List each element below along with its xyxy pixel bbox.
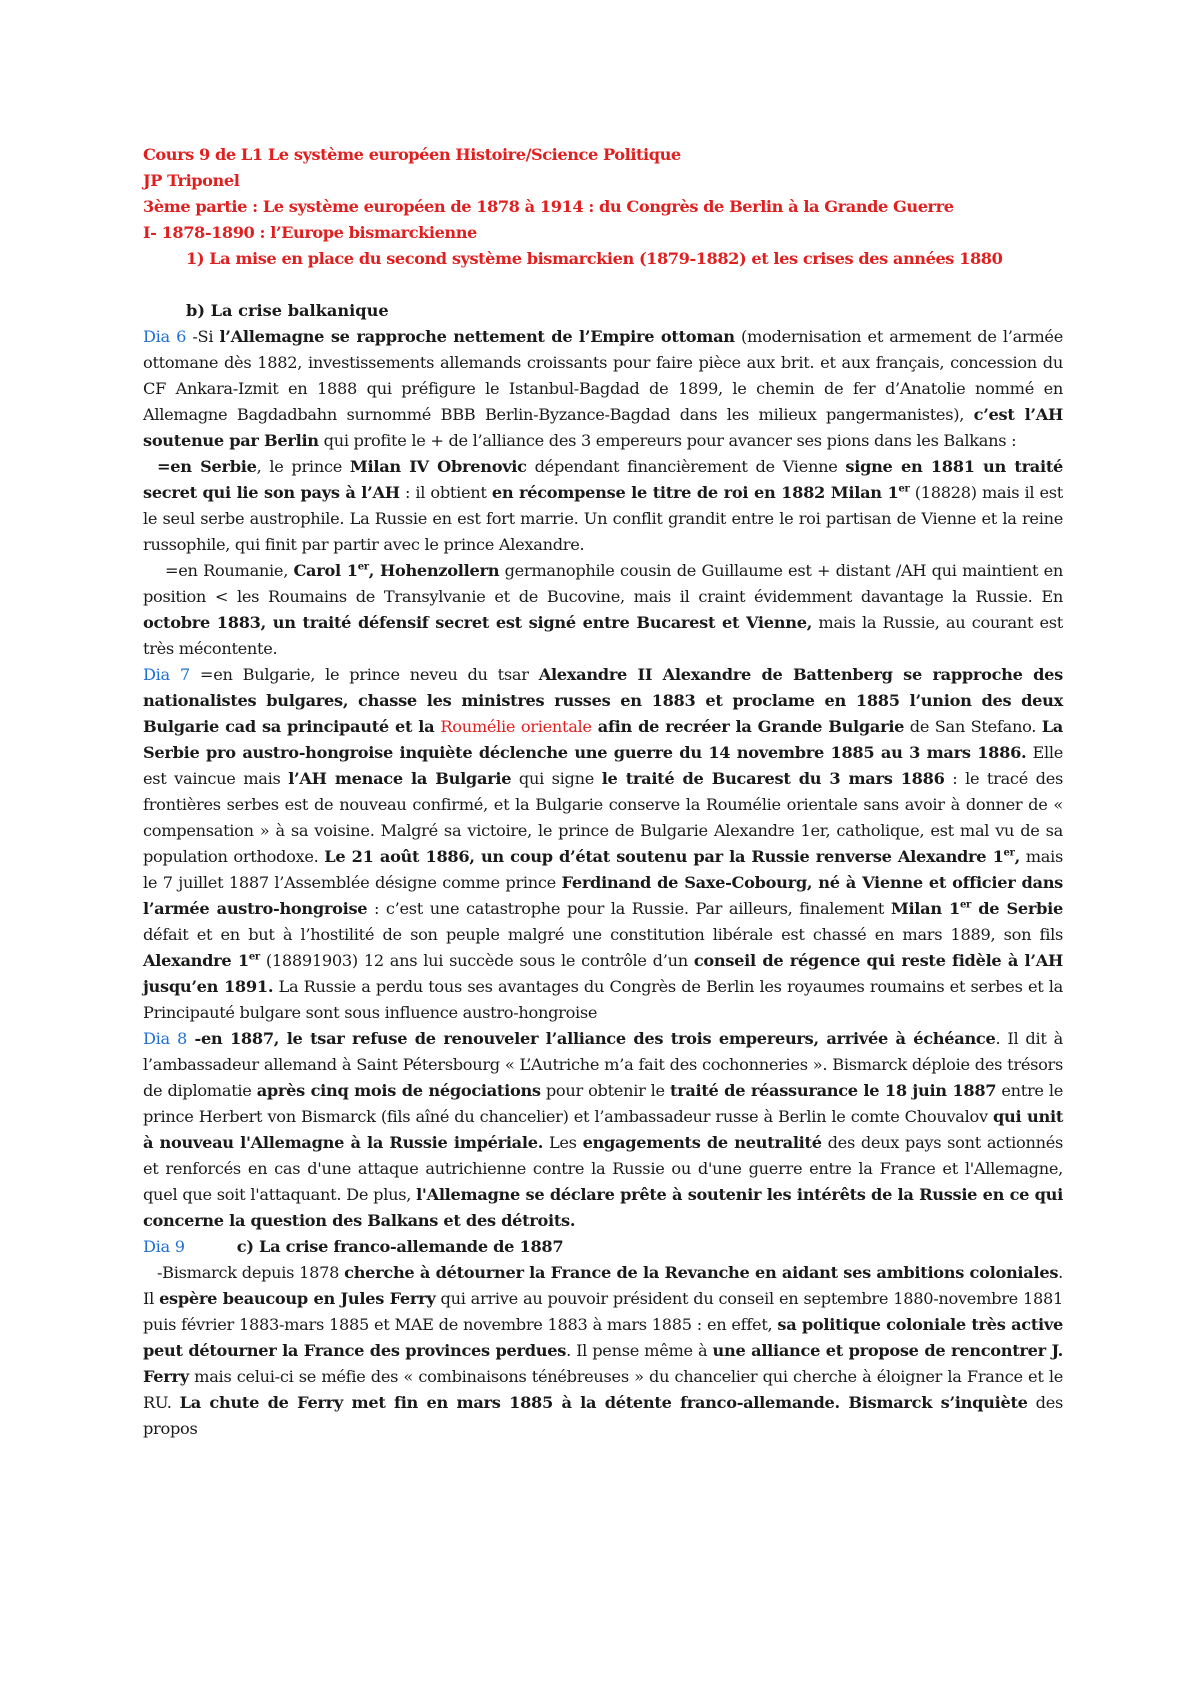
subsection-title: 1) La mise en place du second système bismarckien (1879-1882) et les crises des années 1880 bbox=[186, 249, 1003, 268]
dia9-label: Dia 9 bbox=[143, 1237, 185, 1256]
dia9-heading-line bbox=[143, 1234, 1063, 1260]
dia8-label: Dia 8 bbox=[143, 1029, 187, 1048]
course-title: Cours 9 de L1 Le système européen Histoire/Science Politique bbox=[143, 145, 681, 164]
document-page bbox=[143, 142, 1063, 1442]
dia6-paragraph: Dia 6 -Si l’Allemagne se rapproche nettement de l’Empire ottoman (modernisation et armement de l’armée ottomane dès 1882, investissements allemands croissants pour faire pièce aux brit. et aux français, concession du CF Ankara-Izmit en 1888 qui préfigure le Istanbul-Bagdad de 1899, le chemin de fer d’Anatolie nommé en Allemagne Bagdadbahn surnommé BBB Berlin-Byzance-Bagdad dans les milieux pangermanistes), c’est l’AH soutenue par Berlin qui profite le + de l’alliance des 3 empereurs pour avancer ses pions dans les Balkans : bbox=[143, 327, 1064, 450]
roumelie-highlight: Roumélie orientale bbox=[440, 717, 592, 736]
serbia-paragraph: =en Serbie, le prince Milan IV Obrenovic dépendant financièrement de Vienne signe en 1881 un traité secret qui lie son pays à l’AH : il obtient en récompense le titre de roi en 1882 Milan 1er (18828) mais il est le seul serbe austrophile. La Russie en est fort marrie. Un conflit grandit entre le roi partisan de Vienne et la reine russophile, qui finit par partir avec le prince Alexandre. bbox=[143, 457, 1064, 554]
author-name: JP Triponel bbox=[143, 171, 240, 190]
section-c-title: c) La crise franco-allemande de 1887 bbox=[236, 1237, 564, 1256]
section-b-title: b) La crise balkanique bbox=[186, 301, 389, 320]
part-title: 3ème partie : Le système européen de 1878 à 1914 : du Congrès de Berlin à la Grande Guerre bbox=[143, 197, 954, 216]
dia6-label: Dia 6 bbox=[143, 327, 187, 346]
dia8-paragraph: Dia 8 -en 1887, le tsar refuse de renouveler l’alliance des trois empereurs, arrivée à échéance. Il dit à l’ambassadeur allemand à Saint Pétersbourg « L’Autriche m’a fait des cochonneries ». Bismarck déploie des trésors de diplomatie après cinq mois de négociations pour obtenir le traité de réassurance le 18 juin 1887 entre le prince Herbert von Bismarck (fils aîné du chancelier) et l’ambassadeur russe à Berlin le comte Chouvalov qui unit à nouveau l'Allemagne à la Russie impériale. Les engagements de neutralité des deux pays sont actionnés et renforcés en cas d'une attaque autrichienne contre la Russie ou d'une guerre entre la France et l'Allemagne, quel que soit l'attaquant. De plus, l'Allemagne se déclare prête à soutenir les intérêts de la Russie en ce qui concerne la question des Balkans et des détroits. bbox=[143, 1029, 1064, 1230]
romania-paragraph: =en Roumanie, Carol 1er, Hohenzollern germanophile cousin de Guillaume est + distant /AH qui maintient en position < les Roumains de Transylvanie et de Bucovine, mais il craint évidemment davantage la Russie. En octobre 1883, un traité défensif secret est signé entre Bucarest et Vienne, mais la Russie, au courant est très mécontente. bbox=[143, 561, 1063, 658]
dia9-paragraph: -Bismarck depuis 1878 cherche à détourner la France de la Revanche en aidant ses ambitions coloniales. Il espère beaucoup en Jules Ferry qui arrive au pouvoir président du conseil en septembre 1880-novembre 1881 puis février 1883-mars 1885 et MAE de novembre 1883 à mars 1885 : en effet, sa politique coloniale très active peut détourner la France des provinces perdues. Il pense même à une alliance et propose de rencontrer J. Ferry mais celui-ci se méfie des « combinaisons ténébreuses » du chancelier qui cherche à éloigner la France et le RU. La chute de Ferry met fin en mars 1885 à la détente franco-allemande. Bismarck s’inquiète des propos bbox=[143, 1263, 1064, 1438]
dia7-label: Dia 7 bbox=[143, 665, 190, 684]
section-title: I- 1878-1890 : l’Europe bismarckienne bbox=[143, 223, 477, 242]
dia7-paragraph: Dia 7 =en Bulgarie, le prince neveu du tsar Alexandre II Alexandre de Battenberg se rapproche des nationalistes bulgares, chasse les ministres russes en 1883 et proclame en 1885 l’union des deux Bulgarie cad sa principauté et la Roumélie orientale afin de recréer la Grande Bulgarie de San Stefano. La Serbie pro austro-hongroise inquiète déclenche une guerre du 14 novembre 1885 au 3 mars 1886. Elle est vaincue mais l’AH menace la Bulgarie qui signe le traité de Bucarest du 3 mars 1886 : le tracé des frontières serbes est de nouveau confirmé, et la Bulgarie conserve la Roumélie orientale sans avoir à donner de « compensation » à sa voisine. Malgré sa victoire, le prince de Bulgarie Alexandre 1er, catholique, est mal vu de sa population orthodoxe. Le 21 août 1886, un coup d’état soutenu par la Russie renverse Alexandre 1er, mais le 7 juillet 1887 l’Assemblée désigne comme prince Ferdinand de Saxe-Cobourg, né à Vienne et officier dans l’armée austro-hongroise : c’est une catastrophe pour la Russie. Par ailleurs, finalement Milan 1er de Serbie défait et en but à l’hostilité de son peuple malgré une constitution libérale est chassé en mars 1889, son fils Alexandre 1er (18891903) 12 ans lui succède sous le contrôle d’un conseil de régence qui reste fidèle à l’AH jusqu’en 1891. La Russie a perdu tous ses avantages du Congrès de Berlin les royaumes roumains et serbes et la Principauté bulgare sont sous influence austro-hongroise bbox=[143, 665, 1064, 1022]
